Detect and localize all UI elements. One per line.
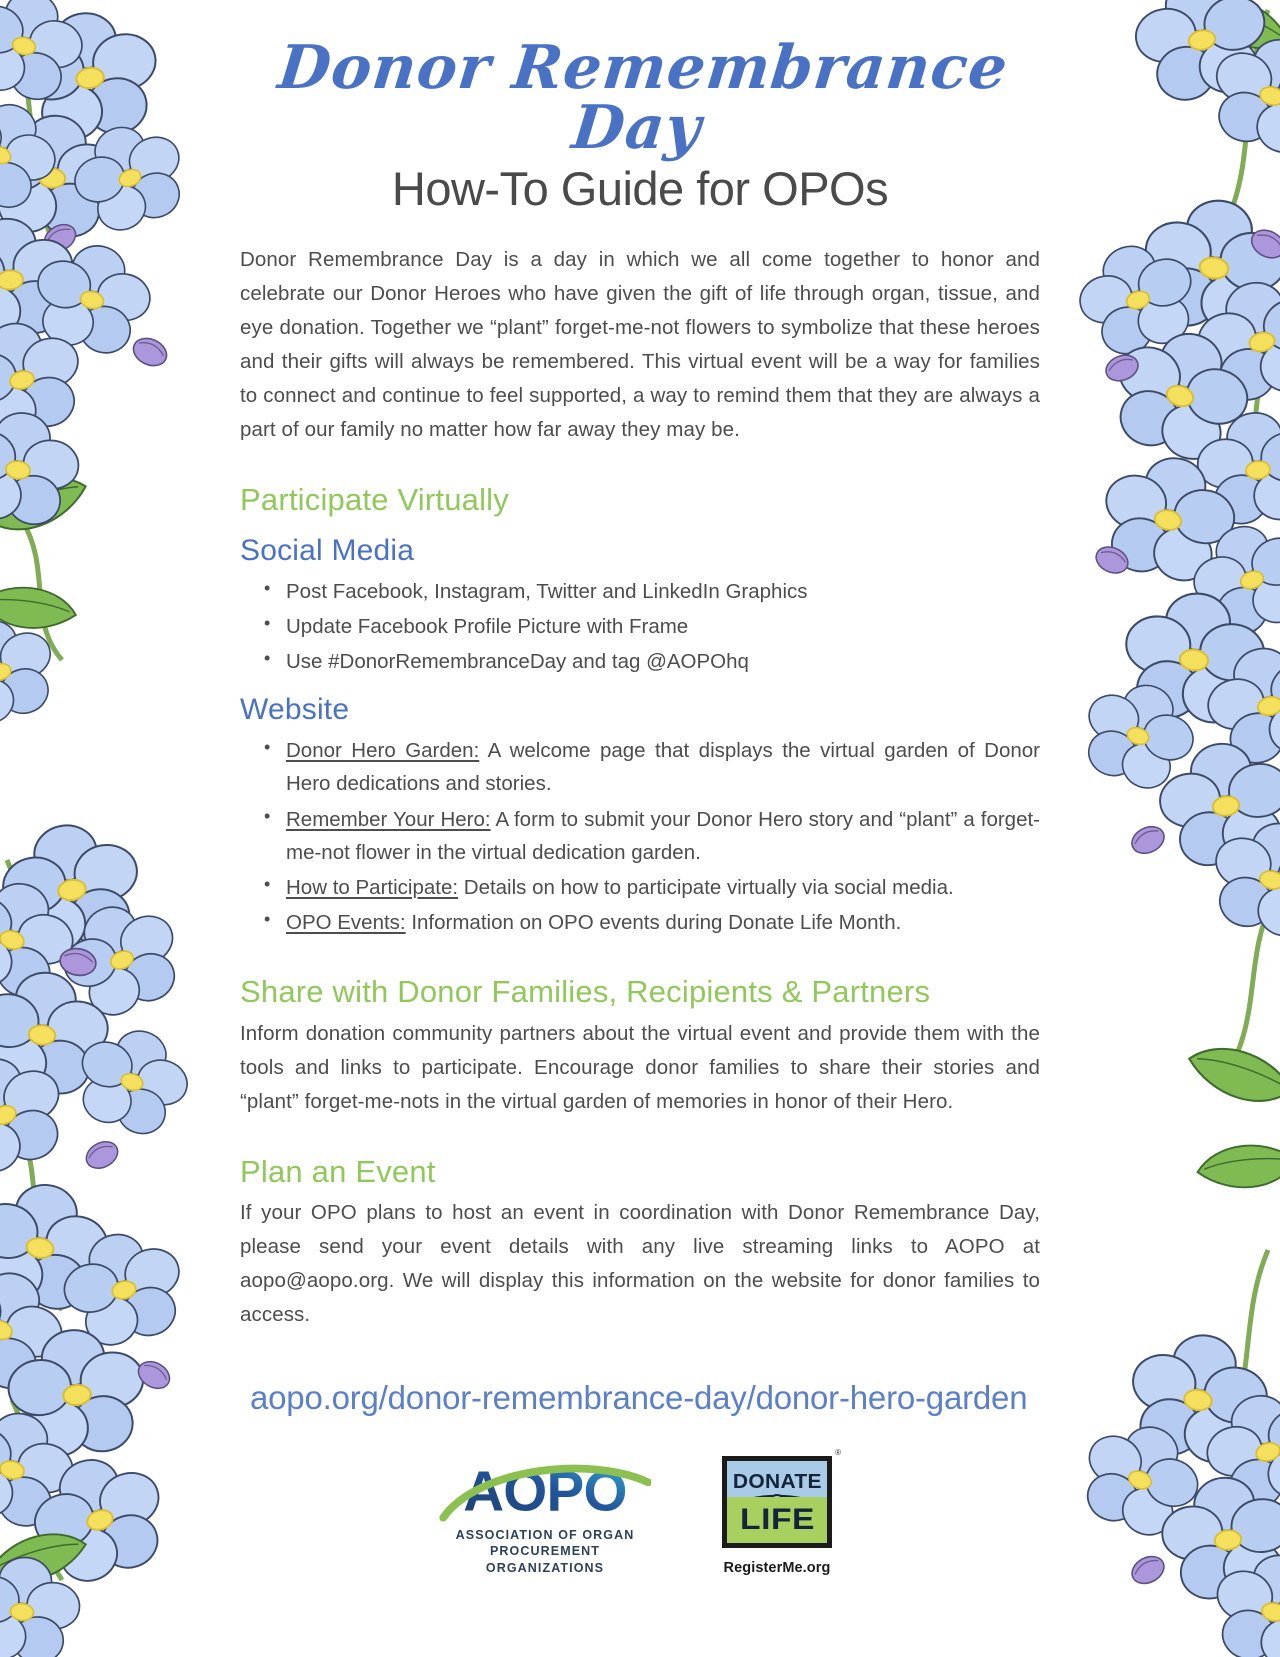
aopo-wordmark-icon bbox=[439, 1452, 651, 1524]
donate-life-word-donate: DONATE bbox=[732, 1471, 822, 1494]
registered-trademark-mark: ® bbox=[835, 1447, 841, 1457]
list-item-desc: A form to submit your Donor Hero story and “plant” a forget-me-not flower in the virtual dedication garden. bbox=[286, 807, 1040, 864]
subsection-heading-social-media: Social Media bbox=[240, 533, 415, 567]
intro-paragraph: Donor Remembrance Day is a day in which we all come together to honor and celebrate our Donor Heroes who have given the gift of life through organ, tissue, and eye donation. Together we “plant” forget-me-not flowers to symbolize that these heroes and their gifts will always be remembered. This virtual event will be a way for families to connect and continue to feel supported, a way to remind them that they are always a part of our family no matter how far away they may be. bbox=[240, 248, 1040, 442]
donate-life-logo bbox=[713, 1447, 841, 1576]
share-paragraph: Inform donation community partners about the virtual event and provide them with the tools and links to participate. Encourage donor families to share their stories and “plant” forget-me-nots in the virtual garden of memories in honor of their Hero. bbox=[240, 1021, 1040, 1113]
donate-life-badge bbox=[722, 1447, 841, 1548]
plan-paragraph: If your OPO plans to host an event in coordination with Donor Remembrance Day, please send your event details with any live streaming links to AOPO at aopo@aopo.org. We will display this information on the website for donor families to access. bbox=[240, 1200, 1040, 1326]
aopo-logo bbox=[439, 1452, 651, 1578]
section-heading-participate-virtually: Participate Virtually bbox=[240, 482, 509, 518]
section-heading-share-with-donor-families: Share with Donor Families, Recipients & Partners bbox=[240, 974, 931, 1010]
list-item-desc: A welcome page that displays the virtual garden of Donor Hero dedications and stories. bbox=[286, 739, 1040, 796]
list-item-term: Donor Hero Garden: bbox=[286, 739, 480, 763]
aopo-tagline-line1: ASSOCIATION OF ORGAN bbox=[455, 1527, 635, 1542]
website-bullet-list bbox=[240, 734, 1040, 939]
social-media-bullet-list bbox=[240, 575, 1040, 679]
list-item-text: Post Facebook, Instagram, Twitter and LinkedIn Graphics bbox=[286, 579, 808, 603]
donate-life-box-icon bbox=[722, 1456, 832, 1548]
list-item bbox=[286, 734, 1040, 800]
right-flower-decoration bbox=[1068, 0, 1280, 1657]
list-item-term: How to Participate: bbox=[286, 876, 459, 900]
left-flower-decoration bbox=[0, 0, 212, 1657]
list-item-term: Remember Your Hero: bbox=[286, 807, 491, 831]
list-item-text: Update Facebook Profile Picture with Frame bbox=[286, 614, 689, 638]
poster-content bbox=[240, 0, 1040, 1418]
list-item bbox=[286, 645, 1040, 678]
aopo-tagline-line2: PROCUREMENT ORGANIZATIONS bbox=[485, 1544, 605, 1576]
list-item bbox=[286, 610, 1040, 643]
list-item-desc: Details on how to participate virtually via social media. bbox=[458, 876, 954, 900]
donate-life-bottom-band bbox=[727, 1497, 827, 1543]
donate-life-word-life: LIFE bbox=[739, 1502, 815, 1536]
page-title-script: Donor Remembrance Day bbox=[274, 33, 1012, 163]
list-item-text: Use #DonorRemembranceDay and tag @AOPOhq bbox=[286, 650, 749, 674]
subsection-heading-website: Website bbox=[240, 693, 350, 727]
aopo-tagline bbox=[439, 1527, 651, 1578]
footer-logos bbox=[0, 1447, 1280, 1578]
section-heading-plan-an-event: Plan an Event bbox=[240, 1153, 436, 1189]
list-item-desc: Information on OPO events during Donate Life Month. bbox=[405, 911, 902, 935]
page-title-sub: How-To Guide for OPOs bbox=[391, 162, 889, 215]
list-item bbox=[286, 871, 1040, 904]
svg-text:AOPO: AOPO bbox=[463, 1459, 627, 1523]
website-url[interactable]: aopo.org/donor-remembrance-day/donor-hero-garden bbox=[250, 1378, 1028, 1416]
list-item bbox=[286, 803, 1040, 869]
list-item bbox=[286, 906, 1040, 939]
registerme-caption[interactable]: RegisterMe.org bbox=[723, 1559, 831, 1576]
list-item bbox=[286, 575, 1040, 608]
list-item-term: OPO Events: bbox=[286, 911, 406, 935]
